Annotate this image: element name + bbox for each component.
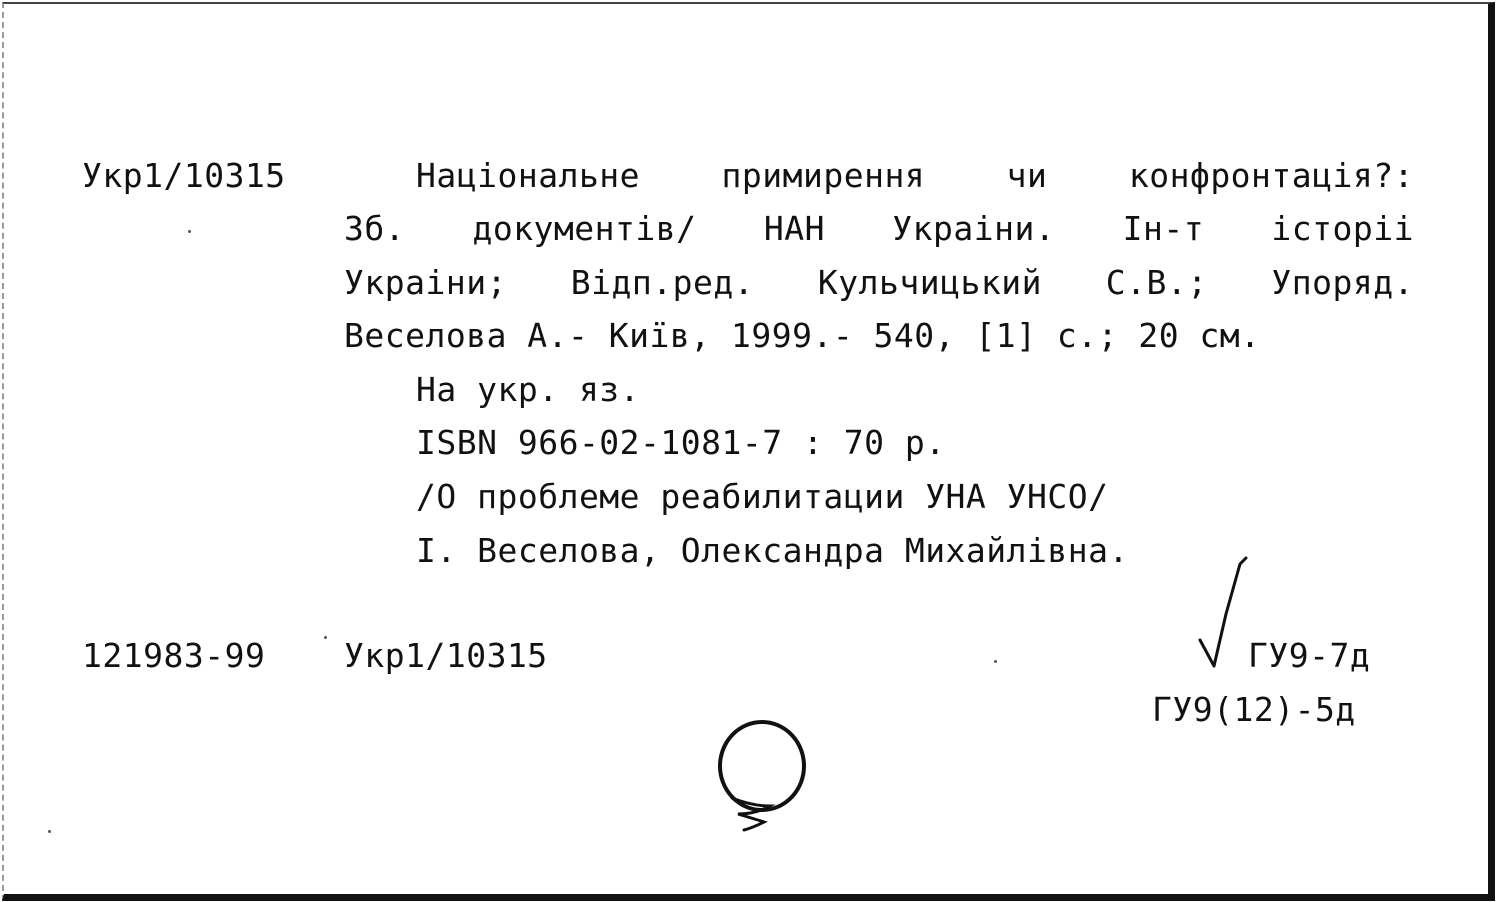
description-word: Кульчицький	[817, 263, 1042, 302]
call-number-bottom: Укр1/10315	[344, 636, 548, 675]
dust-speck	[48, 830, 51, 833]
subject-note: /О проблеме реабилитации УНА УНСО/	[416, 477, 1109, 516]
title-word: Національне	[416, 156, 641, 195]
description-word: Зб.	[344, 209, 406, 248]
location-code-1: ГУ9-7д	[1248, 636, 1371, 675]
language-note: На укр. яз.	[416, 370, 641, 409]
description-word: Украіни.	[892, 209, 1056, 248]
title-word: чи	[1006, 156, 1048, 195]
description-word: С.В.;	[1105, 263, 1208, 302]
description-word: Ін-т	[1122, 209, 1205, 248]
accession-number: 121983-99	[82, 636, 266, 675]
description-word: Відп.ред.	[570, 263, 755, 302]
hand-drawn-circle-icon	[708, 710, 818, 840]
check-mark-icon	[1190, 544, 1260, 674]
catalog-card	[2, 2, 1495, 901]
title-word: примирення	[721, 156, 926, 195]
title-line	[416, 156, 1414, 196]
description-line-2	[344, 209, 1414, 249]
added-entry: I. Веселова, Олександра Михайлівна.	[416, 531, 1129, 570]
dust-speck	[324, 636, 327, 639]
description-word: документів/	[472, 209, 697, 248]
dust-speck	[994, 660, 997, 663]
description-word: Украіни;	[344, 263, 507, 302]
dust-speck	[188, 230, 191, 233]
description-word: історіі	[1271, 209, 1414, 248]
description-word: НАН	[763, 209, 825, 248]
isbn-price: ISBN 966-02-1081-7 : 70 р.	[416, 423, 946, 462]
description-word: Упоряд.	[1271, 263, 1414, 302]
title-word: конфронтація?:	[1128, 156, 1414, 195]
description-line-4: Веселова А.- Київ, 1999.- 540, [1] с.; 20 см.	[344, 316, 1261, 355]
call-number: Укр1/10315	[82, 156, 286, 195]
location-code-2: ГУ9(12)-5д	[1152, 690, 1356, 729]
description-line-3	[344, 263, 1414, 303]
